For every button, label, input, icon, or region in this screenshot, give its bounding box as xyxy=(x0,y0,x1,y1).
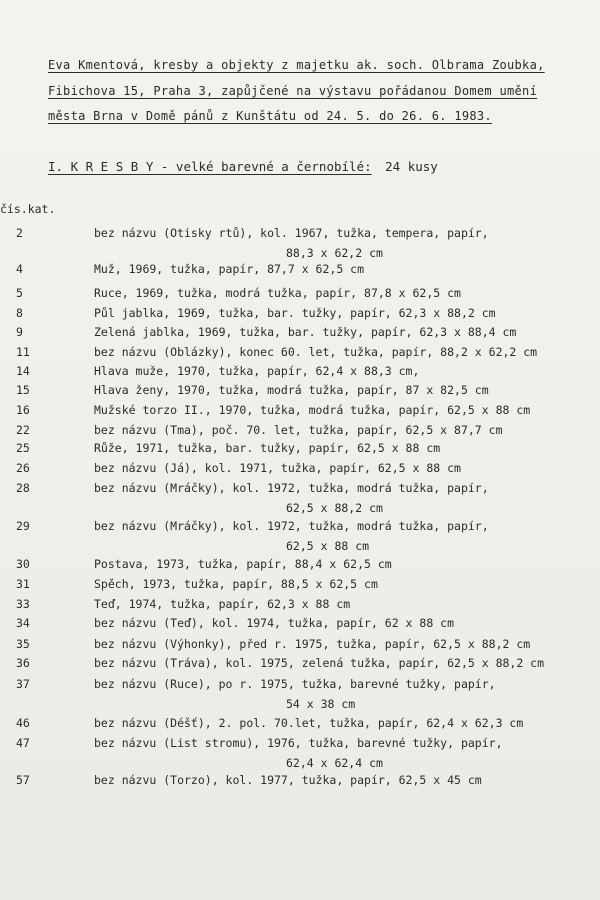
entry-dimensions-continued: 62,5 x 88,2 cm xyxy=(286,501,383,515)
entry-description: Postava, 1973, tužka, papír, 88,4 x 62,5 cm xyxy=(94,557,392,571)
section-title xyxy=(48,159,438,174)
catalog-number: 36 xyxy=(16,656,30,670)
entry-description: bez názvu (Tma), poč. 70. let, tužka, papír, 62,5 x 87,7 cm xyxy=(94,423,503,437)
catalog-number: 47 xyxy=(16,736,30,750)
catalog-number: 57 xyxy=(16,773,30,787)
entry-dimensions-continued: 54 x 38 cm xyxy=(286,697,356,711)
catalog-number: 5 xyxy=(16,286,23,300)
entry-dimensions-continued: 62,4 x 62,4 cm xyxy=(286,756,383,770)
entry-description: bez názvu (Teď), kol. 1974, tužka, papír, 62 x 88 cm xyxy=(94,616,455,630)
entry-description: Hlava ženy, 1970, tužka, modrá tužka, papír, 87 x 82,5 cm xyxy=(94,383,489,397)
catalog-number: 30 xyxy=(16,557,30,571)
entry-dimensions-continued: 88,3 x 62,2 cm xyxy=(286,246,383,260)
catalog-number-label: čís.kat. xyxy=(0,202,56,216)
catalog-number: 9 xyxy=(16,325,23,339)
catalog-number: 31 xyxy=(16,577,30,591)
entry-description: Hlava muže, 1970, tužka, papír, 62,4 x 88,3 cm, xyxy=(94,364,420,378)
entry-description: Mužské torzo II., 1970, tužka, modrá tužka, papír, 62,5 x 88 cm xyxy=(94,403,531,417)
entry-description: Zelená jablka, 1969, tužka, bar. tužky, papír, 62,3 x 88,4 cm xyxy=(94,325,517,339)
catalog-number: 2 xyxy=(16,226,23,240)
section-count: 24 kusy xyxy=(385,159,438,174)
catalog-number: 25 xyxy=(16,441,30,455)
entry-description: bez názvu (Výhonky), před r. 1975, tužka, papír, 62,5 x 88,2 cm xyxy=(94,637,531,651)
entry-dimensions-continued: 62,5 x 88 cm xyxy=(286,539,370,553)
catalog-number: 8 xyxy=(16,306,23,320)
entry-description: bez názvu (Déšť), 2. pol. 70.let, tužka, papír, 62,4 x 62,3 cm xyxy=(94,716,524,730)
catalog-number: 16 xyxy=(16,403,30,417)
entry-description: bez názvu (Oblázky), konec 60. let, tužka, papír, 88,2 x 62,2 cm xyxy=(94,345,538,359)
catalog-number: 4 xyxy=(16,262,23,276)
entry-description: Růže, 1971, tužka, bar. tužky, papír, 62,5 x 88 cm xyxy=(94,441,441,455)
header-line-1: Eva Kmentová, kresby a objekty z majetku ak. soch. Olbrama Zoubka, xyxy=(48,58,545,72)
entry-description: bez názvu (Torzo), kol. 1977, tužka, papír, 62,5 x 45 cm xyxy=(94,773,482,787)
entry-description: Muž, 1969, tužka, papír, 87,7 x 62,5 cm xyxy=(94,262,365,276)
entry-description: bez názvu (Mráčky), kol. 1972, tužka, modrá tužka, papír, xyxy=(94,519,489,533)
catalog-number: 46 xyxy=(16,716,30,730)
catalog-number: 28 xyxy=(16,481,30,495)
catalog-number: 22 xyxy=(16,423,30,437)
entry-description: Spěch, 1973, tužka, papír, 88,5 x 62,5 cm xyxy=(94,577,378,591)
header-line-3: města Brna v Domě pánů z Kunštátu od 24. 5. do 26. 6. 1983. xyxy=(48,109,492,123)
catalog-number: 14 xyxy=(16,364,30,378)
catalog-number: 26 xyxy=(16,461,30,475)
catalog-number: 37 xyxy=(16,677,30,691)
entry-description: bez názvu (Mráčky), kol. 1972, tužka, modrá tužka, papír, xyxy=(94,481,489,495)
entry-description: bez názvu (Ruce), po r. 1975, tužka, barevné tužky, papír, xyxy=(94,677,496,691)
entry-description: bez názvu (Tráva), kol. 1975, zelená tužka, papír, 62,5 x 88,2 cm xyxy=(94,656,545,670)
entry-description: Ruce, 1969, tužka, modrá tužka, papír, 87,8 x 62,5 cm xyxy=(94,286,461,300)
catalog-number: 29 xyxy=(16,519,30,533)
entry-description: bez názvu (Otisky rtů), kol. 1967, tužka, tempera, papír, xyxy=(94,226,489,240)
catalog-number: 11 xyxy=(16,345,30,359)
entry-description: Půl jablka, 1969, tužka, bar. tužky, papír, 62,3 x 88,2 cm xyxy=(94,306,496,320)
catalog-number: 35 xyxy=(16,637,30,651)
entry-description: bez názvu (Já), kol. 1971, tužka, papír, 62,5 x 88 cm xyxy=(94,461,461,475)
section-heading: I. K R E S B Y - velké barevné a černobílé: xyxy=(48,159,372,174)
entry-description: bez názvu (List stromu), 1976, tužka, barevné tužky, papír, xyxy=(94,736,503,750)
catalog-number: 15 xyxy=(16,383,30,397)
entry-description: Teď, 1974, tužka, papír, 62,3 x 88 cm xyxy=(94,597,351,611)
header-line-2: Fibichova 15, Praha 3, zapůjčené na výstavu pořádanou Domem umění xyxy=(48,84,538,98)
catalog-number: 34 xyxy=(16,616,30,630)
catalog-number: 33 xyxy=(16,597,30,611)
